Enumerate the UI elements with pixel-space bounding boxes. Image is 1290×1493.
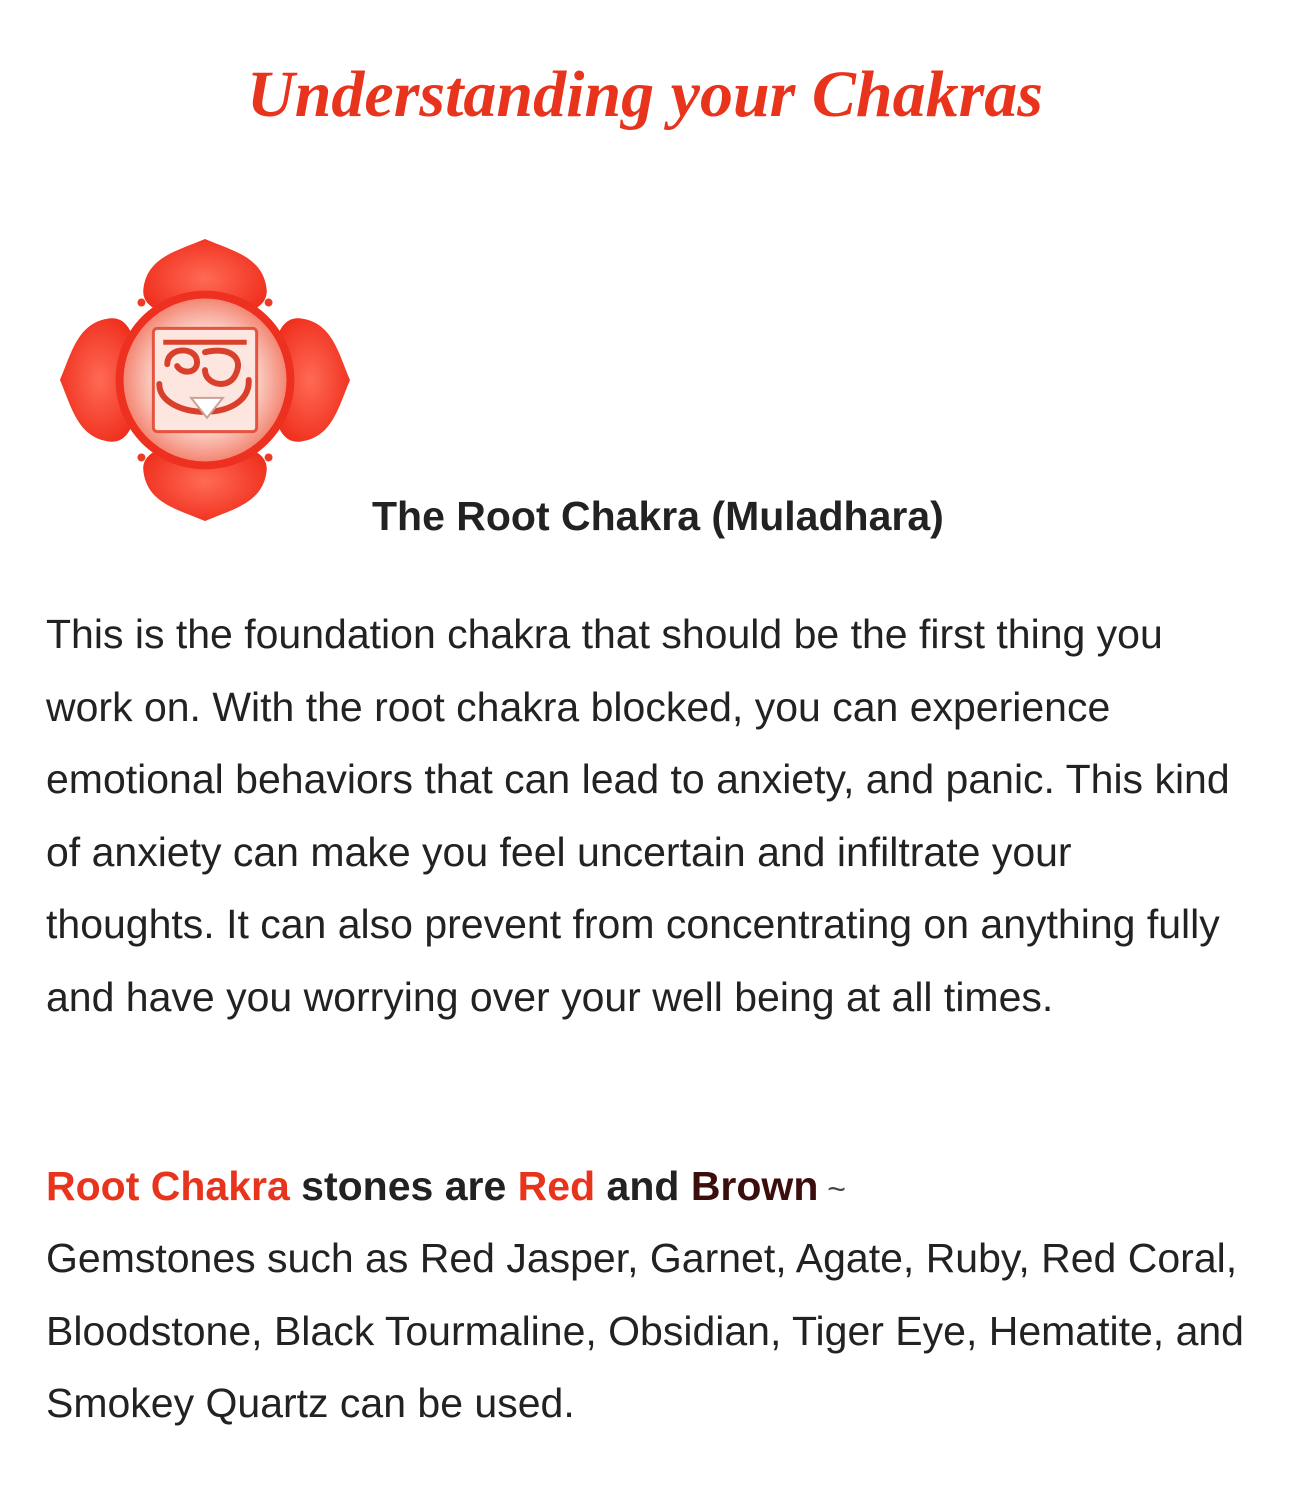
stones-are-label: stones are bbox=[289, 1163, 518, 1209]
stones-brown-label: Brown bbox=[690, 1163, 819, 1209]
stones-heading bbox=[46, 1150, 846, 1225]
stones-tilde: ~ bbox=[818, 1171, 846, 1207]
root-chakra-symbol-icon bbox=[56, 234, 354, 526]
section-paragraph: This is the foundation chakra that should be the first thing you work on. With the root chakra blocked, you can experience emotional behaviors that can lead to anxiety, and panic. This kind of anxiety can make you feel uncertain and infiltrate your thoughts. It can also prevent from concentrating on anything fully and have you worrying over your well being at all times. bbox=[46, 611, 1230, 1020]
stones-chakra-label: Root Chakra bbox=[46, 1163, 290, 1209]
stones-red-label: Red bbox=[517, 1163, 596, 1209]
page-title: Understanding your Chakras bbox=[247, 58, 1043, 131]
stones-and-label: and bbox=[595, 1163, 691, 1209]
section-heading: The Root Chakra (Muladhara) bbox=[372, 493, 944, 539]
stones-paragraph: Gemstones such as Red Jasper, Garnet, Agate, Ruby, Red Coral, Bloodstone, Black Tourmaline, Obsidian, Tiger Eye, Hematite, and Smokey Quartz can be used. bbox=[46, 1235, 1244, 1426]
